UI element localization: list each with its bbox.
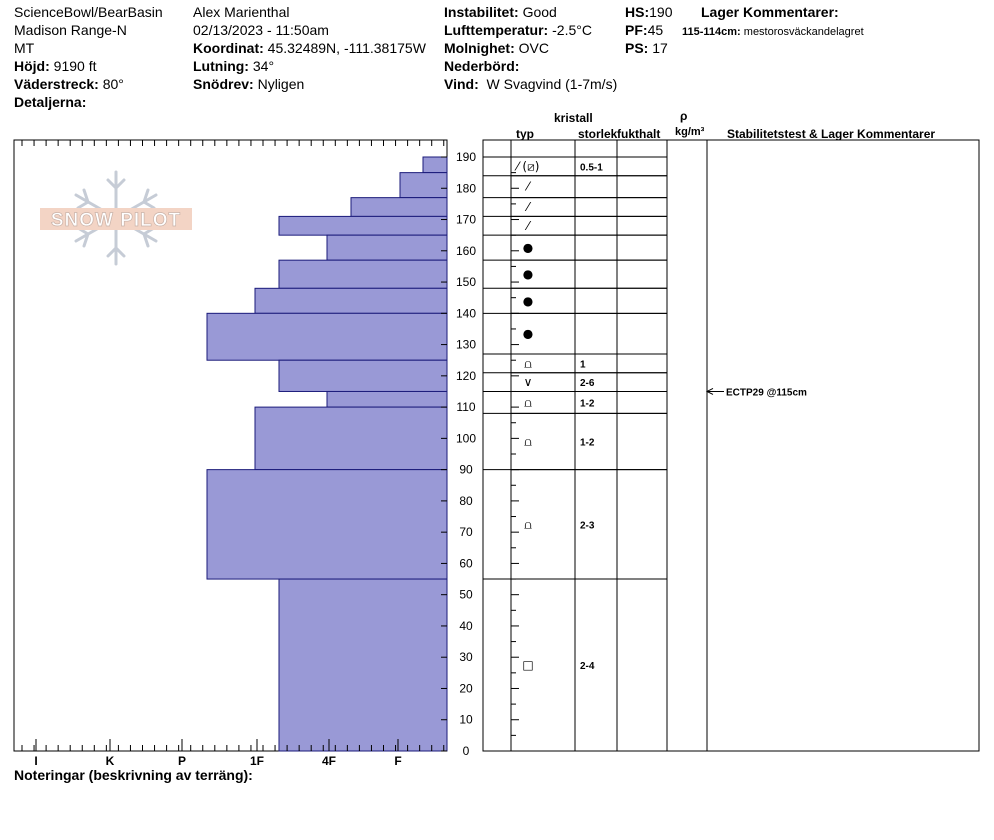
depth-tick-label: 140 — [455, 306, 477, 321]
hardness-tick-label: 4F — [321, 754, 337, 768]
hardness-bar — [279, 216, 447, 235]
sky-label: Molnighet: — [444, 40, 515, 56]
grain-size-label: 1-2 — [580, 398, 595, 410]
elevation-value: 9190 ft — [53, 58, 97, 74]
hardness-tick-label: K — [105, 754, 115, 768]
location-line2: Madison Range-N — [14, 22, 127, 38]
hardness-tick-label: I — [34, 754, 38, 768]
col-moisture: fukthalt — [617, 127, 661, 141]
grain-type-symbol: ⁄ — [526, 218, 530, 233]
wind-value: W Svagvind (1-7m/s) — [486, 76, 618, 92]
observer: Alex Marienthal — [193, 4, 290, 20]
grain-size-label: 1 — [580, 359, 586, 371]
depth-tick-label: 180 — [455, 181, 477, 196]
hardness-tick-label: 1F — [249, 754, 265, 768]
grain-type-symbol: ● — [522, 240, 534, 255]
depth-tick-label: 170 — [455, 212, 477, 227]
grain-type-symbol: ● — [522, 267, 534, 282]
grain-size-label: 0.5-1 — [580, 162, 603, 174]
slope-label: Lutning: — [193, 58, 249, 74]
grain-type-symbol: ⩍ — [524, 395, 532, 410]
hardness-bar — [279, 360, 447, 391]
wind-label: Vind: — [444, 76, 479, 92]
stability-label: Instabilitet: — [444, 4, 519, 20]
grain-type-symbol: ⁄ — [526, 200, 530, 215]
airtemp-value: -2.5°C — [552, 22, 592, 38]
grain-type-symbol: ⩍ — [524, 517, 532, 532]
slope-value: 34° — [252, 58, 275, 74]
coord-value: 45.32489N, -111.38175W — [267, 40, 426, 56]
ps-label: PS: — [625, 40, 649, 56]
depth-tick-label: 40 — [459, 618, 473, 633]
depth-tick-label: 120 — [455, 368, 477, 383]
details-label: Detaljerna: — [14, 94, 87, 110]
hs-value: 190 — [649, 4, 673, 20]
strat-table-frame — [483, 140, 979, 751]
drift-value: Nyligen — [257, 76, 305, 92]
grain-type-symbol: ⩍ — [524, 434, 532, 449]
depth-tick-label: 60 — [459, 556, 473, 571]
grain-type-symbol: ⁄ (⧄) — [516, 159, 540, 174]
grain-type-symbol: ● — [522, 293, 534, 308]
layer-comment-range: 115-114cm: — [682, 26, 741, 38]
depth-tick-label: 50 — [459, 587, 473, 602]
depth-tick-label: 90 — [459, 462, 473, 477]
hardness-bar — [255, 407, 447, 470]
hardness-bar — [327, 235, 447, 260]
layer-comment-text: mestorosväckandelagret — [743, 26, 864, 38]
depth-tick-label: 0 — [462, 744, 470, 758]
col-density-symbol: ρ — [680, 109, 688, 123]
ps-value: 17 — [652, 40, 668, 56]
hardness-bar — [400, 173, 447, 198]
depth-tick-label: 20 — [459, 681, 473, 696]
hardness-bar — [351, 198, 447, 217]
stability-test-label: ECTP29 @115cm — [726, 387, 807, 399]
depth-tick-label: 190 — [455, 150, 477, 164]
hardness-bar — [207, 470, 447, 579]
depth-tick-label: 70 — [459, 525, 473, 540]
col-type: typ — [516, 127, 534, 141]
depth-tick-label: 100 — [455, 431, 477, 446]
precip-label: Nederbörd: — [444, 58, 520, 74]
grain-size-label: 1-2 — [580, 437, 595, 449]
location-line3: MT — [14, 40, 35, 56]
hardness-tick-label: F — [394, 754, 402, 768]
grain-type-symbol: ⁄ — [526, 179, 530, 194]
aspect-value: 80° — [102, 76, 124, 92]
depth-tick-label: 160 — [455, 243, 477, 258]
depth-tick-label: 30 — [459, 650, 473, 665]
col-stability-header: Stabilitetstest & Lager Kommentarer — [727, 127, 936, 141]
datetime: 02/13/2023 - 11:50am — [193, 22, 329, 38]
hardness-tick-label: P — [177, 754, 187, 768]
hardness-bar — [423, 157, 447, 173]
col-density-unit: kg/m³ — [675, 126, 705, 138]
grain-size-label: 2-6 — [580, 378, 595, 390]
depth-tick-label: 10 — [459, 712, 473, 727]
grain-size-label: 2-4 — [580, 661, 595, 673]
stability-value: Good — [522, 4, 557, 20]
depth-tick-label: 150 — [455, 275, 477, 290]
depth-tick-label: 130 — [455, 337, 477, 352]
depth-tick-label: 110 — [456, 400, 476, 415]
col-crystal: kristall — [554, 111, 593, 125]
drift-label: Snödrev: — [193, 76, 254, 92]
layer-comments-label: Lager Kommentarer: — [701, 4, 839, 20]
sky-value: OVC — [518, 40, 549, 56]
grain-type-symbol: ∨ — [523, 375, 533, 390]
hardness-bar — [255, 288, 447, 313]
coord-label: Koordinat: — [193, 40, 264, 56]
hardness-bar — [279, 260, 447, 288]
col-size: storlek — [578, 127, 618, 141]
hardness-bar — [207, 313, 447, 360]
location-line1: ScienceBowl/BearBasin — [14, 4, 163, 20]
elevation-label: Höjd: — [14, 58, 50, 74]
airtemp-label: Lufttemperatur: — [444, 22, 549, 38]
pf-label: PF: — [625, 22, 648, 38]
grain-type-symbol: ⩍ — [524, 356, 532, 371]
grain-type-symbol: □ — [522, 658, 534, 673]
notes-label: Noteringar (beskrivning av terräng): — [14, 767, 253, 783]
hs-label: HS: — [625, 4, 650, 20]
grain-type-symbol: ● — [522, 326, 534, 341]
depth-tick-label: 80 — [459, 493, 473, 508]
grain-size-label: 2-3 — [580, 520, 595, 532]
logo-text: SNOW PILOT — [50, 210, 182, 231]
pf-value: 45 — [647, 22, 664, 38]
aspect-label: Väderstreck: — [14, 76, 99, 92]
hardness-bar — [327, 391, 447, 407]
hardness-bar — [279, 579, 447, 751]
